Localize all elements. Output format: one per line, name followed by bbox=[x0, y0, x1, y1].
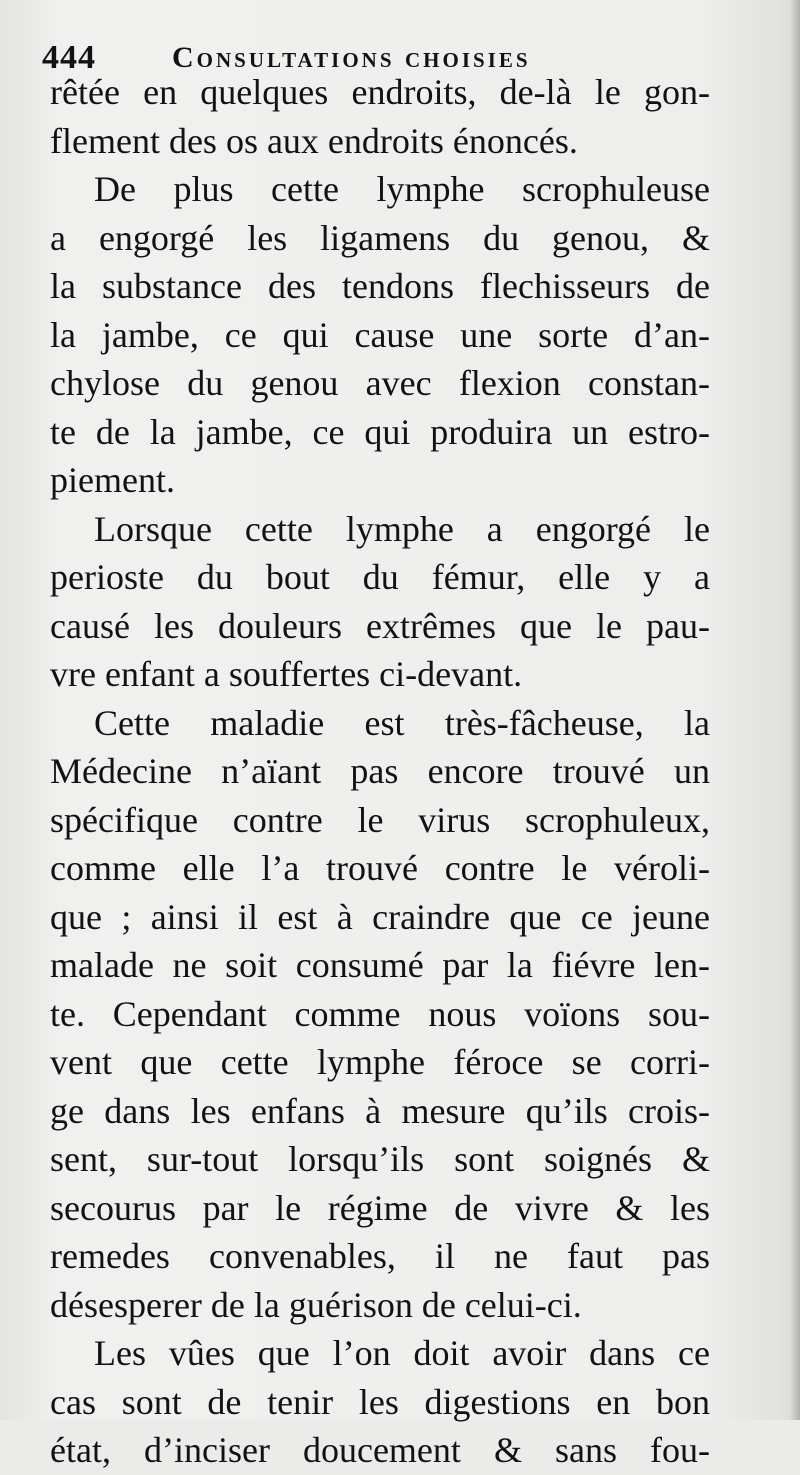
text-line: flement des os aux endroits énoncés. bbox=[50, 120, 578, 161]
text-line: perioste du bout du fémur, elle y a bbox=[50, 557, 710, 597]
text-line: piement. bbox=[50, 460, 175, 500]
text-line: te. Cependant comme nous voïons sou- bbox=[50, 993, 710, 1034]
text-line: désesperer de la guérison de celui-ci. bbox=[50, 1284, 582, 1325]
text-line: rêtée en quelques endroits, de-là le gon- bbox=[50, 72, 710, 112]
text-line: que ; ainsi il est à craindre que ce jeune bbox=[50, 896, 710, 937]
text-line: ge dans les enfans à mesure qu’ils crois- bbox=[50, 1090, 710, 1131]
text-line: vre enfant a souffertes ci-devant. bbox=[50, 654, 523, 694]
text-line: état, d’inciser doucement & sans fou- bbox=[50, 1430, 710, 1470]
text-line: la substance des tendons flechisseurs de bbox=[50, 266, 710, 306]
text-line: sent, sur-tout lorsqu’ils sont soignés & bbox=[50, 1139, 710, 1179]
text-line: Médecine n’aïant pas encore trouvé un bbox=[50, 751, 710, 791]
paragraph-first-line: Les vûes que l’on doit avoir dans ce bbox=[94, 1333, 710, 1373]
page-edge-shadow bbox=[790, 0, 800, 1420]
paragraph-first-line: De plus cette lymphe scrophuleuse bbox=[94, 169, 710, 209]
text-line: la jambe, ce qui cause une sorte d’an- bbox=[50, 314, 710, 355]
page-number: 444 bbox=[42, 39, 96, 76]
text-line: comme elle l’a trouvé contre le véroli- bbox=[50, 848, 710, 888]
text-line: malade ne soit consumé par la fiévre len- bbox=[50, 945, 710, 985]
body-text bbox=[50, 68, 710, 1475]
text-line: chylose du genou avec flexion constan- bbox=[50, 363, 710, 403]
text-line: vent que cette lymphe féroce se corri- bbox=[50, 1042, 710, 1082]
text-line: causé les douleurs extrêmes que le pau- bbox=[50, 605, 710, 646]
text-line: cas sont de tenir les digestions en bon bbox=[50, 1381, 710, 1422]
text-line: spécifique contre le virus scrophuleux, bbox=[50, 799, 710, 840]
paragraph-first-line: Lorsque cette lymphe a engorgé le bbox=[94, 508, 710, 549]
text-line: secourus par le régime de vivre & les bbox=[50, 1187, 710, 1228]
text-line: remedes convenables, il ne faut pas bbox=[50, 1236, 710, 1276]
running-head: Consultations choisies bbox=[172, 41, 531, 74]
text-line: te de la jambe, ce qui produira un estro- bbox=[50, 411, 710, 452]
paragraph-first-line: Cette maladie est très-fâcheuse, la bbox=[94, 702, 710, 743]
text-line: a engorgé les ligamens du genou, & bbox=[50, 217, 710, 258]
